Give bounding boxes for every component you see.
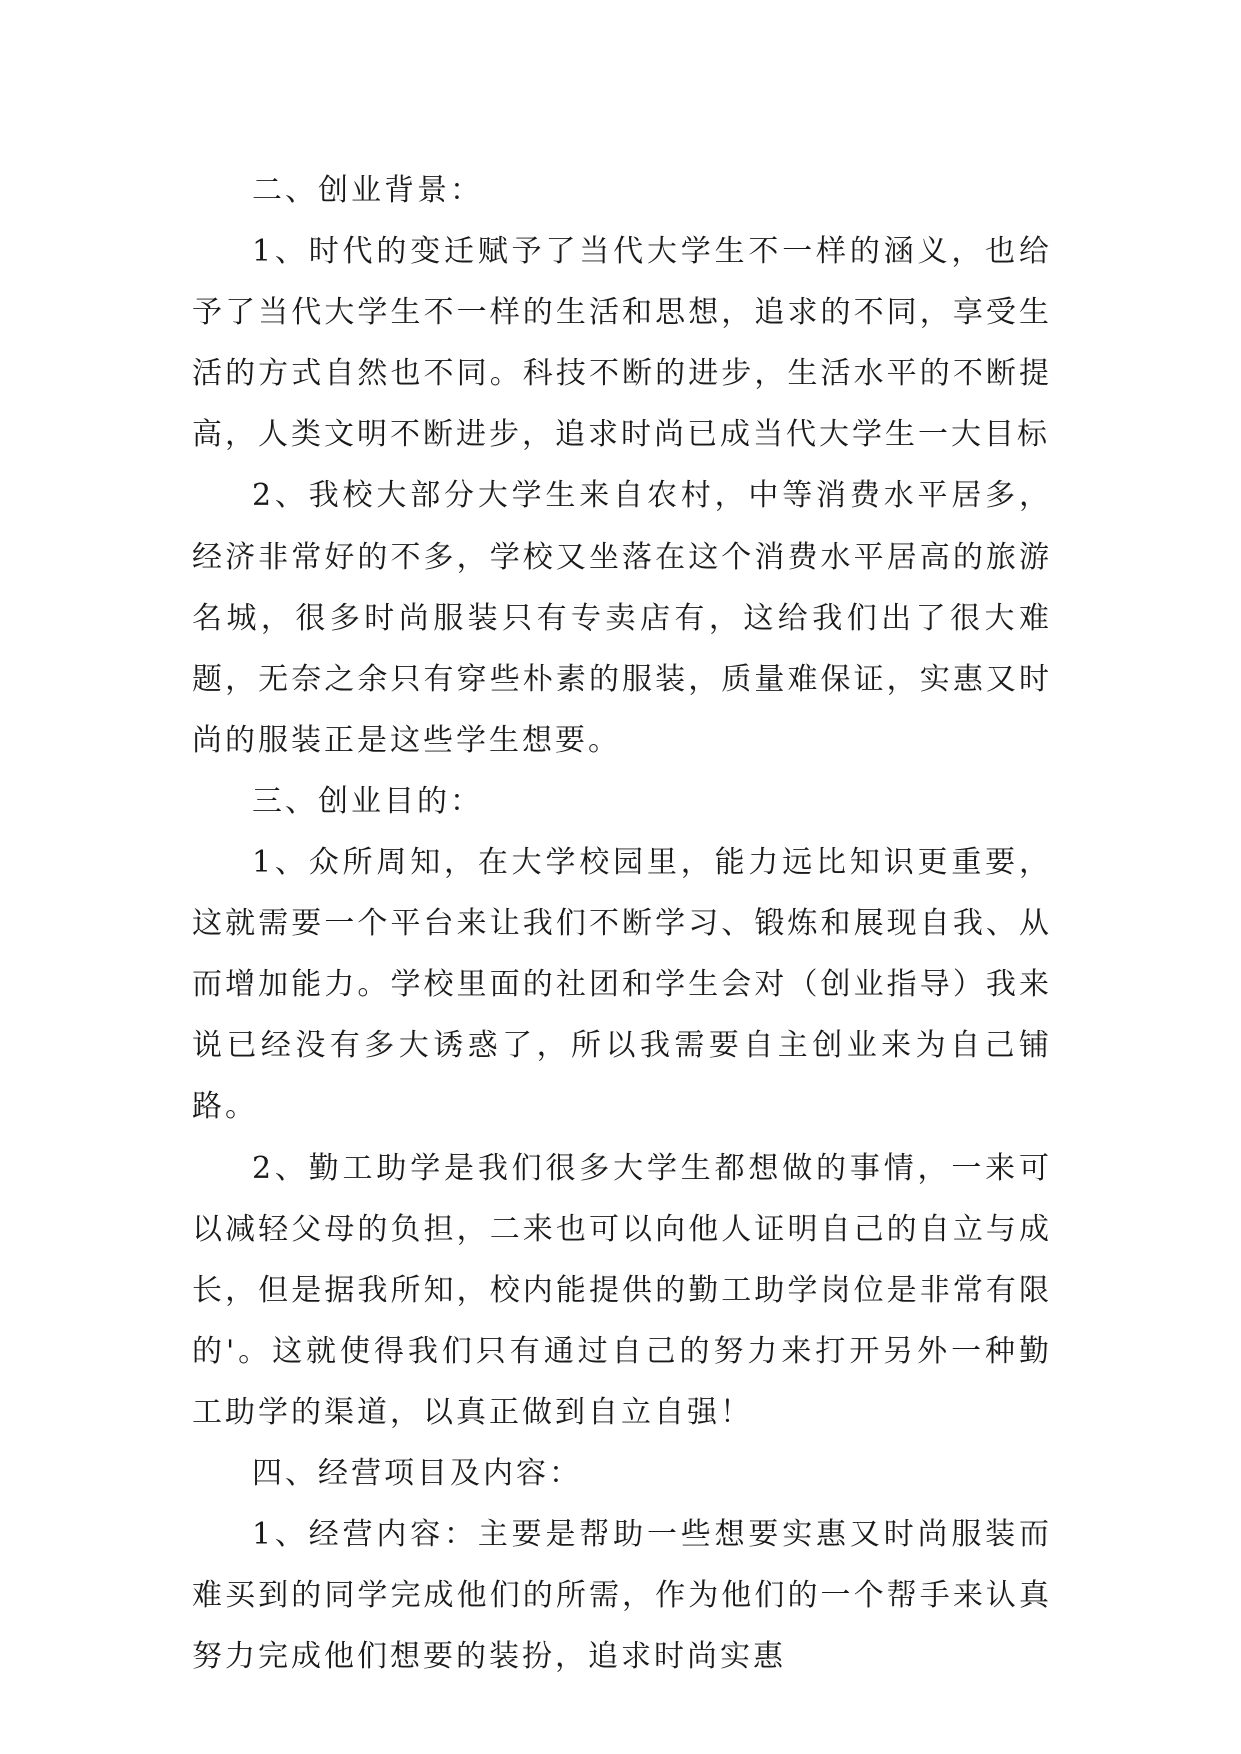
paragraph-business-1: 1、经营内容：主要是帮助一些想要实惠又时尚服装而难买到的同学完成他们的所需，作为他们的一个帮手来认真努力完成他们想要的装扮，追求时尚实惠 xyxy=(192,1517,1052,1675)
section-heading-purpose: 三、创业目的： xyxy=(252,783,483,819)
paragraph-background-2: 2、我校大部分大学生来自农村，中等消费水平居多，经济非常好的不多，学校又坐落在这个消费水平居高的旅游名城，很多时尚服装只有专卖店有，这给我们出了很大难题，无奈之余只有穿些朴素的服装，质量难保证，实惠又时尚的服装正是这些学生想要。 xyxy=(192,478,1052,758)
document-body xyxy=(192,160,1052,1687)
paragraph-background-1: 1、时代的变迁赋予了当代大学生不一样的涵义，也给予了当代大学生不一样的生活和思想，追求的不同，享受生活的方式自然也不同。科技不断的进步，生活水平的不断提高，人类文明不断进步，追求时尚已成当代大学生一大目标 xyxy=(192,234,1052,453)
section-heading-business: 四、经营项目及内容： xyxy=(252,1455,582,1491)
paragraph-purpose-2: 2、勤工助学是我们很多大学生都想做的事情，一来可以减轻父母的负担，二来也可以向他人证明自己的自立与成长，但是据我所知，校内能提供的勤工助学岗位是非常有限的'。这就使得我们只有通过自己的努力来打开另外一种勤工助学的渠道，以真正做到自立自强！ xyxy=(192,1150,1052,1430)
section-heading-background: 二、创业背景： xyxy=(252,173,483,208)
paragraph-purpose-1: 1、众所周知，在大学校园里，能力远比知识更重要，这就需要一个平台来让我们不断学习、锻炼和展现自我、从而增加能力。学校里面的社团和学生会对（创业指导）我来说已经没有多大诱惑了，所以我需要自主创业来为自己铺路。 xyxy=(192,845,1052,1125)
